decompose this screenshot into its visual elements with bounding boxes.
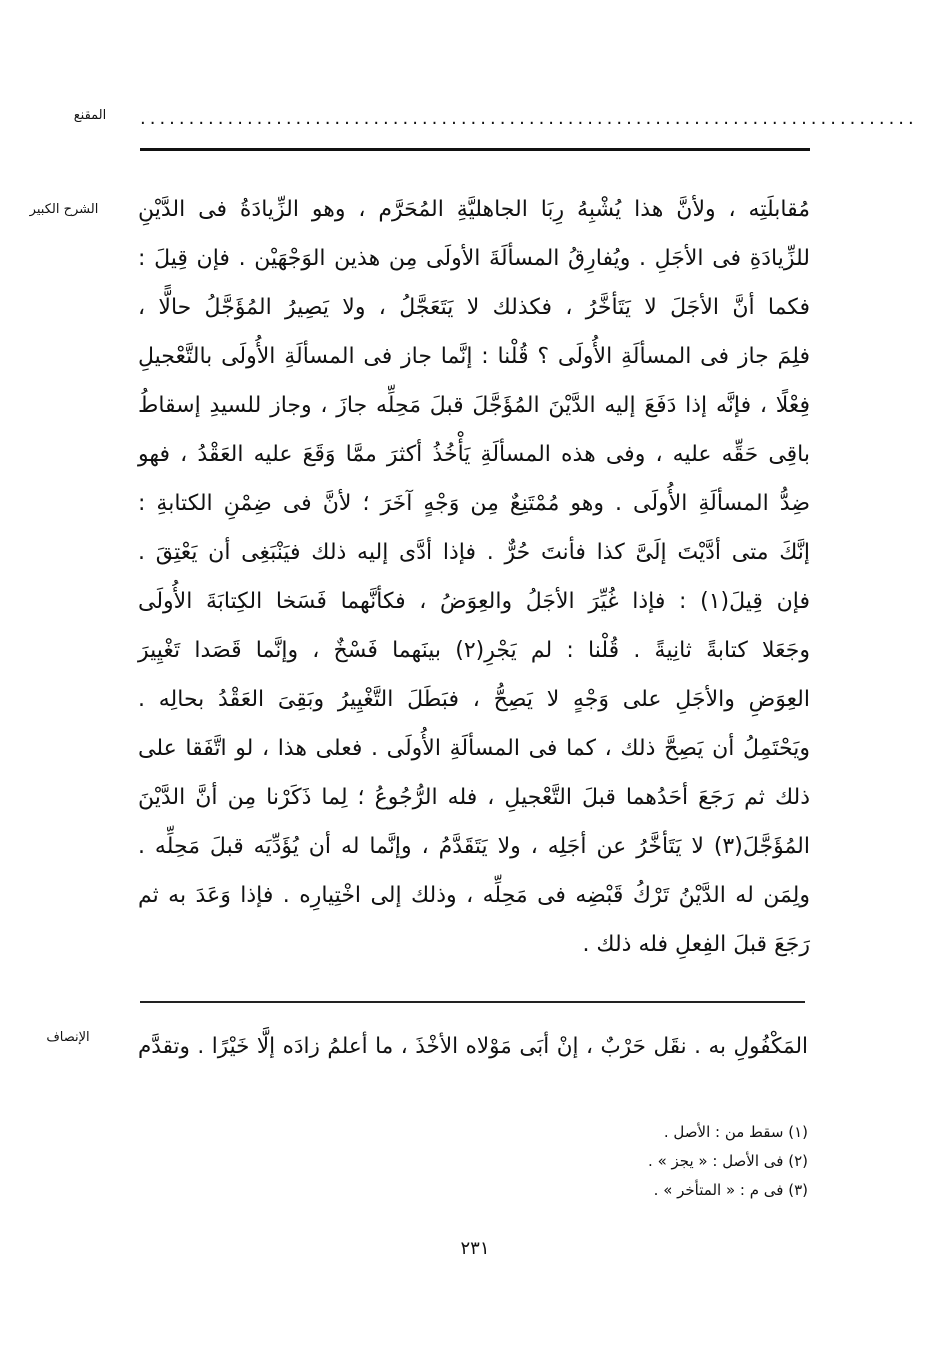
footnote-2: (٢) فى الأصل : « يجز » . — [648, 1152, 808, 1170]
text-line: فكما أنَّ الأجَلَ لا يَتَأخَّرُ ، فكذلك لا يَتَعَجَّلُ ، ولا يَصِيرُ المُؤَجَّلُ حالًّا ، — [138, 295, 810, 320]
footnote-1: (١) سقط من : الأصل . — [663, 1123, 808, 1141]
text-line: فلِمَ جاز فى المسألَةِ الأُولَى ؟ قُلْنا : إنَّما جاز فى المسألَةِ الأُولَى بالتَّعْجيلِ — [138, 344, 810, 369]
text-line: إنَّكَ متى أدَّيْتَ إلَىَّ كذا فأنتَ حُرٌّ . فإذا أدَّى إليه ذلك فيَنْبَغِى أن يَعْتِقَ . — [138, 540, 810, 565]
margin-label-sharh: الشرح الكبير — [29, 202, 99, 217]
text-line: فإن قِيلَ(١) : فإذا غُيِّرَ الأجَلُ والعِوَضُ ، فكأنَّهما فَسَخا الكِتابَةَ الأُولَى — [138, 589, 810, 614]
header-rule — [140, 148, 810, 151]
insaf-text: المَكْفُولِ به . نقَل حَرْبٌ ، إنْ أبَى مَوْلاه الأخْذَ ، ما أعلمُ زادَه إلَّا خَيْرًا . وتقدَّم — [138, 1034, 808, 1059]
text-line: رَجَعَ قبلَ الفِعلِ فله ذلك . — [582, 932, 810, 957]
running-head: المقنع — [73, 108, 107, 123]
text-line: باقِى حَقِّه عليه ، وفى هذه المسألَةِ يَأْخُذُ أكثرَ ممَّا وَقَعَ عليه العَقْدُ ، فهو — [138, 442, 810, 467]
margin-label-insaf: الإنصاف — [46, 1030, 90, 1045]
text-line: ضِدُّ المسألَةِ الأُولَى . وهو مُمْتَنِعٌ مِن وَجْهٍ آخَرَ ؛ لأنَّ فى ضِمْنِ الكتابةِ : — [138, 491, 810, 516]
page-number: ٢٣١ — [460, 1238, 490, 1259]
text-line: ولِمَن له الدَّيْنُ تَرْكُ قَبْضِه فى مَحِلِّه ، وذلك إلى اخْتِيارِه . فإذا وَعَدَ به ثم — [138, 883, 810, 908]
text-line: مُقابلَتِه ، ولأنَّ هذا يُشْبِهُ رِبَا الجاهليَّةِ المُحَرَّم ، وهو الزِّيادَةُ فى الدَّيْنِ — [138, 197, 810, 222]
text-line: العِوَضِ والأجَلِ على وَجْهٍ لا يَصِحُّ ، فبَطَلَ التَّغْيِيرُ وبَقِىَ العَقْدُ بحالِه . — [138, 687, 810, 712]
section-separator-rule — [140, 1001, 805, 1003]
text-line: المُؤَجَّلَ(٣) لا يَتَأخَّرُ عن أجَلِه ، ولا يَتَقَدَّمُ ، وإنَّما له أن يُؤَدِّيَه قبلَ مَحِلِّه . — [138, 834, 810, 859]
footnotes — [560, 1118, 808, 1205]
text-line: ذلك ثم رَجَعَ أحَدُهما قبلَ التَّعْجيلِ ، فله الرُّجُوعُ ؛ لِما ذَكَرْنا مِن أنَّ الدَّيْنَ — [138, 785, 810, 810]
footnote-3: (٣) فى م : « المتأخر » . — [653, 1181, 808, 1199]
text-line: ويَحْتَمِلُ أن يَصِحَّ ذلك ، كما فى المسألَةِ الأُولَى . فعلى هذا ، لو اتَّفَقا على — [138, 736, 810, 761]
header-dotted-leader: ................................................................................ — [140, 108, 918, 129]
text-line: وجَعَلا كتابةً ثانِيةً . قُلْنا : لم يَجْرِ(٢) بينَهما فَسْخٌ ، وإنَّما قَصَدا تَغْيِيرَ — [138, 638, 810, 663]
text-line: فِعْلًا ، فإنَّه إذا دَفَعَ إليه الدَّيْنَ المُؤَجَّلَ قبلَ مَحِلِّه جازَ ، وجاز للسيدِ إسقاطُ — [138, 393, 810, 418]
main-text-block — [138, 185, 810, 969]
text-line: للزِّيادَةِ فى الأجَلِ . ويُفارِقُ المسألَةَ الأولَى مِن هذين الوَجْهَيْن . فإن قِيلَ : — [138, 246, 810, 271]
